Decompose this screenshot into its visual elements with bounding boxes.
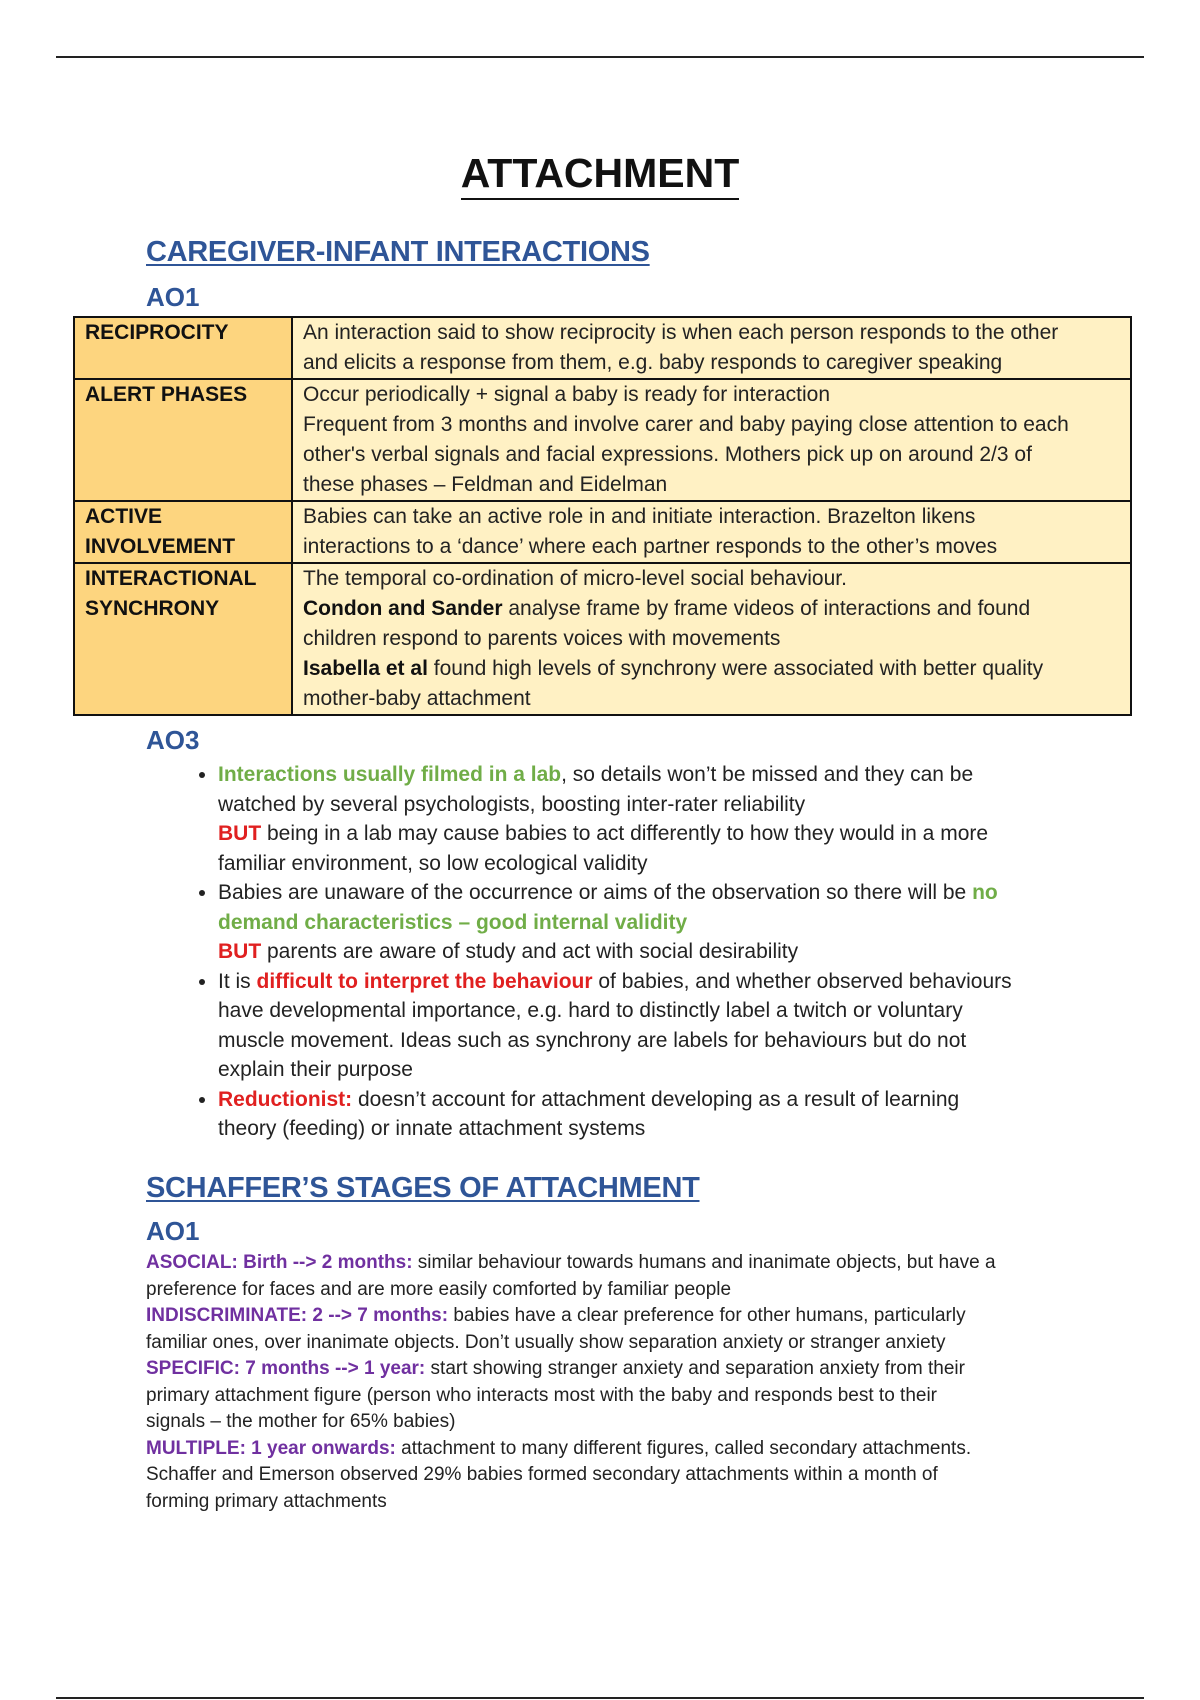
stage-indiscriminate: INDISCRIMINATE: 2 --> 7 months: babies have a clear preference for other humans, particularly familiar ones, over inanimate objects. Don’t usually show separation anxiety or stranger anxiety: [146, 1305, 966, 1353]
definition-cell: An interaction said to show reciprocity is when each person responds to the other and elicits a response from them, e.g. baby responds to caregiver speaking: [292, 317, 1131, 379]
section-heading-caregiver-infant: CAREGIVER-INFANT INTERACTIONS: [146, 236, 650, 268]
header-rule: [56, 56, 1144, 58]
definition-cell: Occur periodically + signal a baby is ready for interaction Frequent from 3 months and involve carer and baby paying close attention to each other's verbal signals and facial expressions. Mothers pick up on around 2/3 of these phases – Feldman and Eidelman: [292, 379, 1131, 501]
table-row: [74, 317, 1131, 379]
stage-specific: SPECIFIC: 7 months --> 1 year: start showing stranger anxiety and separation anxiety from their primary attachment figure (person who interacts most with the baby and responds best to their signals – the mother for 65% babies): [146, 1358, 965, 1432]
ao1-definitions-table: [73, 316, 1132, 716]
page-title: ATTACHMENT: [0, 150, 1200, 197]
term-cell: ACTIVE INVOLVEMENT: [74, 501, 292, 563]
table-row: [74, 563, 1131, 715]
definition-cell: The temporal co-ordination of micro-level social behaviour. Condon and Sander analyse frame by frame videos of interactions and found children respond to parents voices with movements Isabella et al found high levels of synchrony were associated with better quality mother-baby attachment: [292, 563, 1131, 715]
list-item: • Interactions usually filmed in a lab, so details won’t be missed and they can be watched by several psychologists, boosting inter-rater reliability BUT being in a lab may cause babies to act differently to how they would in a more familiar environment, so low ecological validity: [218, 760, 1098, 878]
list-item: • Reductionist: doesn’t account for attachment developing as a result of learning theory (feeding) or innate attachment systems: [218, 1085, 1098, 1144]
list-item: • It is difficult to interpret the behaviour of babies, and whether observed behaviours have developmental importance, e.g. hard to distinctly label a twitch or voluntary muscle movement. Ideas such as synchrony are labels for behaviours but do not explain their purpose: [218, 967, 1098, 1085]
ao1-heading: AO1: [146, 282, 200, 312]
ao3-heading: AO3: [146, 725, 200, 755]
stage-asocial: ASOCIAL: Birth --> 2 months: similar behaviour towards humans and inanimate objects, but have a preference for faces and are more easily comforted by familiar people: [146, 1252, 996, 1300]
ao3-evaluation-list: [180, 760, 1098, 1144]
term-cell: INTERACTIONAL SYNCHRONY: [74, 563, 292, 715]
ao1-heading: AO1: [146, 1216, 200, 1246]
list-item: • Babies are unaware of the occurrence or aims of the observation so there will be no demand characteristics – good internal validity BUT parents are aware of study and act with social desirability: [218, 878, 1098, 967]
table-row: [74, 379, 1131, 501]
term-cell: RECIPROCITY: [74, 317, 292, 379]
section-heading-schaffer-stages: SCHAFFER’S STAGES OF ATTACHMENT: [146, 1172, 700, 1204]
table-row: [74, 501, 1131, 563]
term-cell: ALERT PHASES: [74, 379, 292, 501]
stage-multiple: MULTIPLE: 1 year onwards: attachment to many different figures, called secondary attachments. Schaffer and Emerson observed 29% babies formed secondary attachments within a month of forming primary attachments: [146, 1437, 972, 1512]
definition-cell: Babies can take an active role in and initiate interaction. Brazelton likens interactions to a ‘dance’ where each partner responds to the other’s moves: [292, 501, 1131, 563]
schaffer-stages-text: [146, 1250, 1066, 1515]
footer-rule: [56, 1697, 1144, 1699]
